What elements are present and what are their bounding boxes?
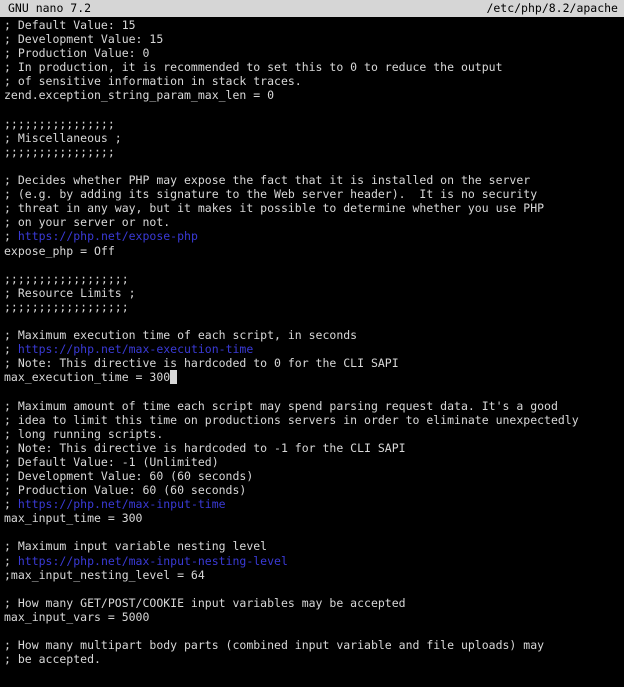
editor-line xyxy=(4,201,620,215)
editor-text: ; Miscellaneous ; xyxy=(4,130,122,145)
editor-line xyxy=(4,441,620,455)
editor-text: ; be accepted. xyxy=(4,652,101,667)
editor-text: ; Resource Limits ; xyxy=(4,285,136,300)
editor-line xyxy=(4,497,620,511)
editor-text: ; threat in any way, but it makes it possible to determine whether you use PHP xyxy=(4,201,545,216)
doc-link[interactable]: https://php.net/max-execution-time xyxy=(17,342,254,357)
editor-line xyxy=(4,229,620,243)
editor-text: ; Development Value: 15 xyxy=(4,32,164,47)
editor-text: ;;;;;;;;;;;;;;;; xyxy=(4,116,115,131)
editor-line xyxy=(4,370,620,384)
editor-line xyxy=(4,117,620,131)
editor-text: ; of sensitive information in stack traces. xyxy=(4,74,302,89)
editor-line xyxy=(4,624,620,638)
editor-text: max_execution_time = 300 xyxy=(4,370,171,385)
editor-text: ; Production Value: 0 xyxy=(4,46,150,61)
editor-text: ; How many multipart body parts (combined input variable and file uploads) may xyxy=(4,638,545,653)
editor-text: ; xyxy=(4,553,18,568)
editor-text: ; Development Value: 60 (60 seconds) xyxy=(4,469,254,483)
editor-line xyxy=(4,286,620,300)
editor-line xyxy=(4,258,620,272)
editor-line xyxy=(4,399,620,413)
editor-text: zend.exception_string_param_max_len = 0 xyxy=(4,88,275,103)
editor-text: ; Default Value: -1 (Unlimited) xyxy=(4,454,219,469)
editor-line xyxy=(4,539,620,553)
file-path-label: /etc/php/8.2/apache xyxy=(486,1,618,15)
editor-line xyxy=(4,582,620,596)
editor-line xyxy=(4,469,620,483)
editor-text: ; Maximum execution time of each script, in seconds xyxy=(4,328,358,343)
doc-link[interactable]: https://php.net/expose-php xyxy=(17,229,198,244)
editor-line xyxy=(4,145,620,159)
editor-text: ; In production, it is recommended to set this to 0 to reduce the output xyxy=(4,60,503,75)
editor-line xyxy=(4,103,620,117)
editor-text: ; idea to limit this time on productions servers in order to eliminate unexpectedly xyxy=(4,412,579,427)
editor-line xyxy=(4,244,620,258)
editor-text: ; Note: This directive is hardcoded to 0 for the CLI SAPI xyxy=(4,356,399,371)
text-cursor xyxy=(170,370,177,384)
editor-text: ; Note: This directive is hardcoded to -1 for the CLI SAPI xyxy=(4,440,406,455)
editor-text: ; Maximum input variable nesting level xyxy=(4,539,268,554)
editor-line xyxy=(4,328,620,342)
editor-line xyxy=(4,187,620,201)
editor-line xyxy=(4,300,620,314)
editor-line xyxy=(4,159,620,173)
editor-text: max_input_vars = 5000 xyxy=(4,609,150,624)
editor-line xyxy=(4,272,620,286)
editor-line xyxy=(4,74,620,88)
editor-text: ; How many GET/POST/COOKIE input variables may be accepted xyxy=(4,595,406,610)
doc-link[interactable]: https://php.net/max-input-nesting-level xyxy=(17,553,288,568)
editor-line xyxy=(4,652,620,666)
editor-line xyxy=(4,131,620,145)
editor-line xyxy=(4,356,620,370)
editor-line xyxy=(4,18,620,32)
editor-text: max_input_time = 300 xyxy=(4,511,143,526)
editor-line xyxy=(4,427,620,441)
editor-text-area[interactable] xyxy=(0,17,624,687)
doc-link[interactable]: https://php.net/max-input-time xyxy=(17,497,226,512)
editor-line xyxy=(4,32,620,46)
editor-line xyxy=(4,384,620,398)
editor-line xyxy=(4,413,620,427)
editor-line xyxy=(4,46,620,60)
editor-line xyxy=(4,610,620,624)
editor-text: ; xyxy=(4,342,18,357)
editor-text: ; Maximum amount of time each script may spend parsing request data. It's a good xyxy=(4,398,558,413)
editor-text: ;;;;;;;;;;;;;;;; xyxy=(4,144,115,159)
editor-line xyxy=(4,60,620,74)
editor-text: ;;;;;;;;;;;;;;;;;; xyxy=(4,271,129,286)
nano-title-bar xyxy=(0,0,624,17)
editor-line xyxy=(4,554,620,568)
editor-line xyxy=(4,483,620,497)
editor-text: ; xyxy=(4,229,18,244)
nano-version-label: GNU nano 7.2 xyxy=(8,1,92,15)
editor-text: ; on your server or not. xyxy=(4,215,171,230)
editor-line xyxy=(4,511,620,525)
editor-line xyxy=(4,342,620,356)
editor-line xyxy=(4,455,620,469)
editor-line xyxy=(4,173,620,187)
editor-line xyxy=(4,568,620,582)
editor-text: ; xyxy=(4,497,18,512)
editor-line xyxy=(4,638,620,652)
editor-text: ; Decides whether PHP may expose the fact that it is installed on the server xyxy=(4,173,531,188)
editor-text: ;max_input_nesting_level = 64 xyxy=(4,567,205,582)
editor-line xyxy=(4,525,620,539)
editor-line xyxy=(4,215,620,229)
editor-line xyxy=(4,314,620,328)
editor-text: ; Production Value: 60 (60 seconds) xyxy=(4,483,247,498)
editor-text: ; Default Value: 15 xyxy=(4,18,136,32)
editor-line xyxy=(4,596,620,610)
editor-text: ; long running scripts. xyxy=(4,426,164,441)
editor-line xyxy=(4,88,620,102)
editor-text: ;;;;;;;;;;;;;;;;;; xyxy=(4,299,129,314)
editor-text: ; (e.g. by adding its signature to the Web server header). It is no security xyxy=(4,187,538,202)
editor-text: expose_php = Off xyxy=(4,243,115,258)
